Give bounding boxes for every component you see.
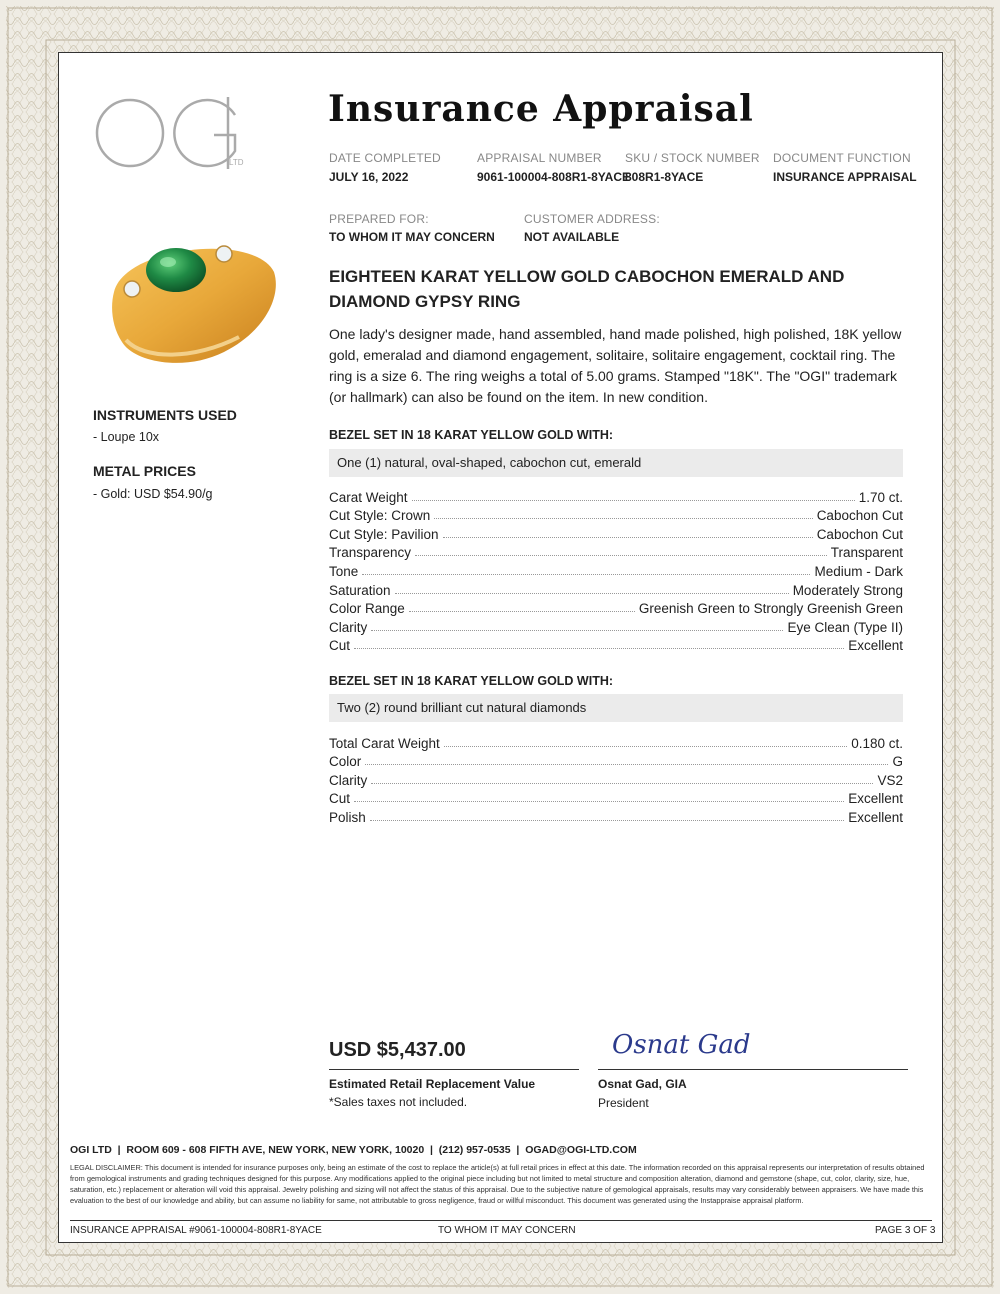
table-row: Clarity Eye Clean (Type II) bbox=[329, 619, 903, 635]
signature: Osnat Gad bbox=[612, 1030, 751, 1060]
customer-address-label: CUSTOMER ADDRESS: bbox=[524, 212, 660, 226]
value-divider bbox=[329, 1069, 579, 1070]
item-description: One lady's designer made, hand assembled, hand made polished, high polished, 18K yellow gold, emeralad and diamond engagement, solitaire, solitaire engagement, cocktail ring. The ring is a size 6. The ring weighs a total of 5.00 grams. Stamped "18K". The "OGI" trademark (or hallmark) can also be found on the item. In new condition. bbox=[329, 326, 902, 405]
table-row: Cut Style: Pavilion Cabochon Cut bbox=[329, 526, 903, 542]
table-row: Cut Excellent bbox=[329, 791, 903, 807]
instruments-value: - Loupe 10x bbox=[93, 430, 160, 444]
logo-ltd: LTD bbox=[229, 158, 244, 167]
signature-divider bbox=[598, 1069, 908, 1070]
instruments-heading: INSTRUMENTS USED bbox=[93, 407, 237, 423]
section-1-heading: BEZEL SET IN 18 KARAT YELLOW GOLD WITH: bbox=[329, 428, 614, 442]
table-row: Transparency Transparent bbox=[329, 545, 903, 561]
table-row: Cut Style: Crown Cabochon Cut bbox=[329, 508, 903, 524]
page-title: Insurance Appraisal bbox=[328, 88, 754, 130]
section-2-stone: Two (2) round brilliant cut natural diamonds bbox=[329, 694, 903, 722]
signer-title: President bbox=[598, 1096, 649, 1110]
table-row: Color G bbox=[329, 754, 903, 770]
prepared-for-value: TO WHOM IT MAY CONCERN bbox=[329, 230, 495, 244]
table-row: Clarity VS2 bbox=[329, 772, 903, 788]
value-note: *Sales taxes not included. bbox=[329, 1095, 468, 1109]
sku-value: 808R1-8YACE bbox=[625, 170, 704, 184]
metal-prices-value: - Gold: USD $54.90/g bbox=[93, 487, 213, 501]
signer-name: Osnat Gad, GIA bbox=[598, 1077, 687, 1091]
ring-photo bbox=[104, 222, 284, 372]
sku-label: SKU / STOCK NUMBER bbox=[625, 151, 760, 165]
metal-prices-heading: METAL PRICES bbox=[93, 463, 196, 479]
section-2-table bbox=[329, 732, 903, 825]
section-1-table bbox=[329, 486, 903, 653]
appraised-value: USD $5,437.00 bbox=[329, 1039, 466, 1061]
date-label: DATE COMPLETED bbox=[329, 151, 441, 165]
date-value: JULY 16, 2022 bbox=[329, 170, 409, 184]
customer-address-value: NOT AVAILABLE bbox=[524, 230, 620, 244]
table-row: Carat Weight 1.70 ct. bbox=[329, 489, 903, 505]
footer-divider bbox=[70, 1220, 932, 1221]
footer-recipient: TO WHOM IT MAY CONCERN bbox=[438, 1225, 576, 1236]
table-row: Tone Medium - Dark bbox=[329, 563, 903, 579]
section-1-stone: One (1) natural, oval-shaped, cabochon cut, emerald bbox=[329, 449, 903, 477]
table-row: Polish Excellent bbox=[329, 809, 903, 825]
table-row: Saturation Moderately Strong bbox=[329, 582, 903, 598]
table-row: Cut Excellent bbox=[329, 638, 903, 654]
table-row: Total Carat Weight 0.180 ct. bbox=[329, 735, 903, 751]
document-function-value: INSURANCE APPRAISAL bbox=[773, 170, 917, 184]
value-label: Estimated Retail Replacement Value bbox=[329, 1077, 536, 1091]
prepared-for-label: PREPARED FOR: bbox=[329, 212, 429, 226]
footer-appraisal-ref: INSURANCE APPRAISAL #9061-100004-808R1-8YACE bbox=[70, 1225, 322, 1236]
appraisal-number-label: APPRAISAL NUMBER bbox=[477, 151, 602, 165]
company-contact-line: OGI LTD | ROOM 609 - 608 FIFTH AVE, NEW YORK, NEW YORK, 10020 | (212) 957-0535 | OGAD@OGI-LTD.COM bbox=[70, 1144, 637, 1156]
footer-page-number: PAGE 3 OF 3 bbox=[875, 1225, 936, 1236]
section-2-heading: BEZEL SET IN 18 KARAT YELLOW GOLD WITH: bbox=[329, 674, 614, 688]
legal-disclaimer: LEGAL DISCLAIMER: This document is intended for insurance purposes only, being an estimate of the cost to replace the article(s) at full retail prices in effect at this date. The information recorded on this appraisal represents our interpretation of results obtained from gemological instruments and grading techniques designed for this purpose. Any modifications applied to the original piece including but not limited to metal structure and composition alteration, diamond and gemstone (shape, cut, color, clarity, size, hue, saturation, etc.) replacement or alteration will void this appraisal. Jewelry polishing and sizing will not affect the status of this appraisal. Due to the subjective nature of gemological appraisals, results may vary considerably between appraisers. We have made this evaluation to the best of our knowledge and ability, but can assume no liability for same, not attributable to gross negligence, fraud or willful misconduct. This document was generated using the Instappraise appraisal platform. bbox=[70, 1163, 925, 1205]
item-title: EIGHTEEN KARAT YELLOW GOLD CABOCHON EMERALD AND DIAMOND GYPSY RING bbox=[329, 267, 845, 311]
ogi-logo bbox=[92, 95, 252, 175]
document-function-label: DOCUMENT FUNCTION bbox=[773, 151, 911, 165]
table-row: Color Range Greenish Green to Strongly Greenish Green bbox=[329, 601, 903, 617]
appraisal-number-value: 9061-100004-808R1-8YACE bbox=[477, 170, 630, 184]
